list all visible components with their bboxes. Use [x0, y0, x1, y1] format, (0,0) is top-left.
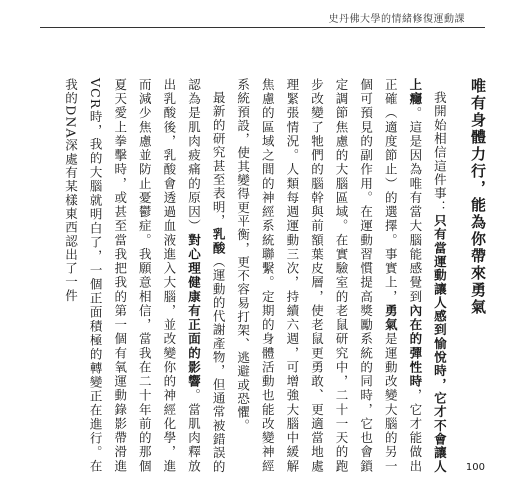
paragraph [58, 78, 230, 473]
text-run: （運動的代謝產物，但通常被錯誤的認為是肌肉疲痛的原因） [186, 78, 227, 473]
bold-text-run: 勇氣 [383, 303, 399, 333]
paragraph [230, 78, 451, 473]
text-run: 最新的研究甚至表明， [211, 90, 227, 228]
body-text [58, 78, 490, 473]
text-run: 。當肌肉釋放出乳酸後，乳酸會透過血液進入大腦，並改變你的神經化學，進而減少焦慮並防止憂鬱症。我願意相信，當我在二十年前的那個夏天愛上拳擊時，或甚至當我把我的第一個有氧運動錄影帶滑進VCR時，我的大腦就明白了，一個正面積極的轉變正在進行。在我的DNA深處有某樣東西認出了一件 [63, 78, 202, 473]
text-run: 是運動改變大腦的另一個可預見的副作用。在運動習慣提高獎勵系統的同時，它也會鎖定調節焦慮的大腦區域。在實驗室的老鼠研究中，二十一天的跑步改變了牠們的腦幹與前額葉皮層，使老鼠更勇敢、更適當地處理緊張情況。人類每週運動三次，持續六週，可增強大腦中緩解焦慮的區域之間的神經系統聯繫。定期的身體活動也能改變神經系統預設，使其變得更平衡，更不容易打架、逃避或恐懼。 [235, 78, 399, 473]
text-run: 。這是因為唯有當大腦能感覺到 [407, 106, 423, 304]
bold-text-run: 內在的彈性時 [407, 303, 423, 389]
running-header: 史丹佛大學的情緒修復運動課 [328, 14, 465, 25]
bold-text-run: 只有當運動讓人感到愉悅時，它才不會讓人上癮 [407, 78, 448, 473]
page-number: 100 [465, 462, 485, 473]
header-rule [40, 27, 485, 28]
bold-text-run: 對心理健康有正面的影響 [186, 233, 202, 389]
section-heading: 唯有身體力行，能為你帶來勇氣 [469, 78, 487, 316]
text-run: 我開始相信這件事： [432, 90, 448, 214]
bold-text-run: 乳酸 [211, 227, 227, 255]
text-run: ，它才能做出正確（適度節止）的選擇。事實上， [383, 78, 423, 473]
